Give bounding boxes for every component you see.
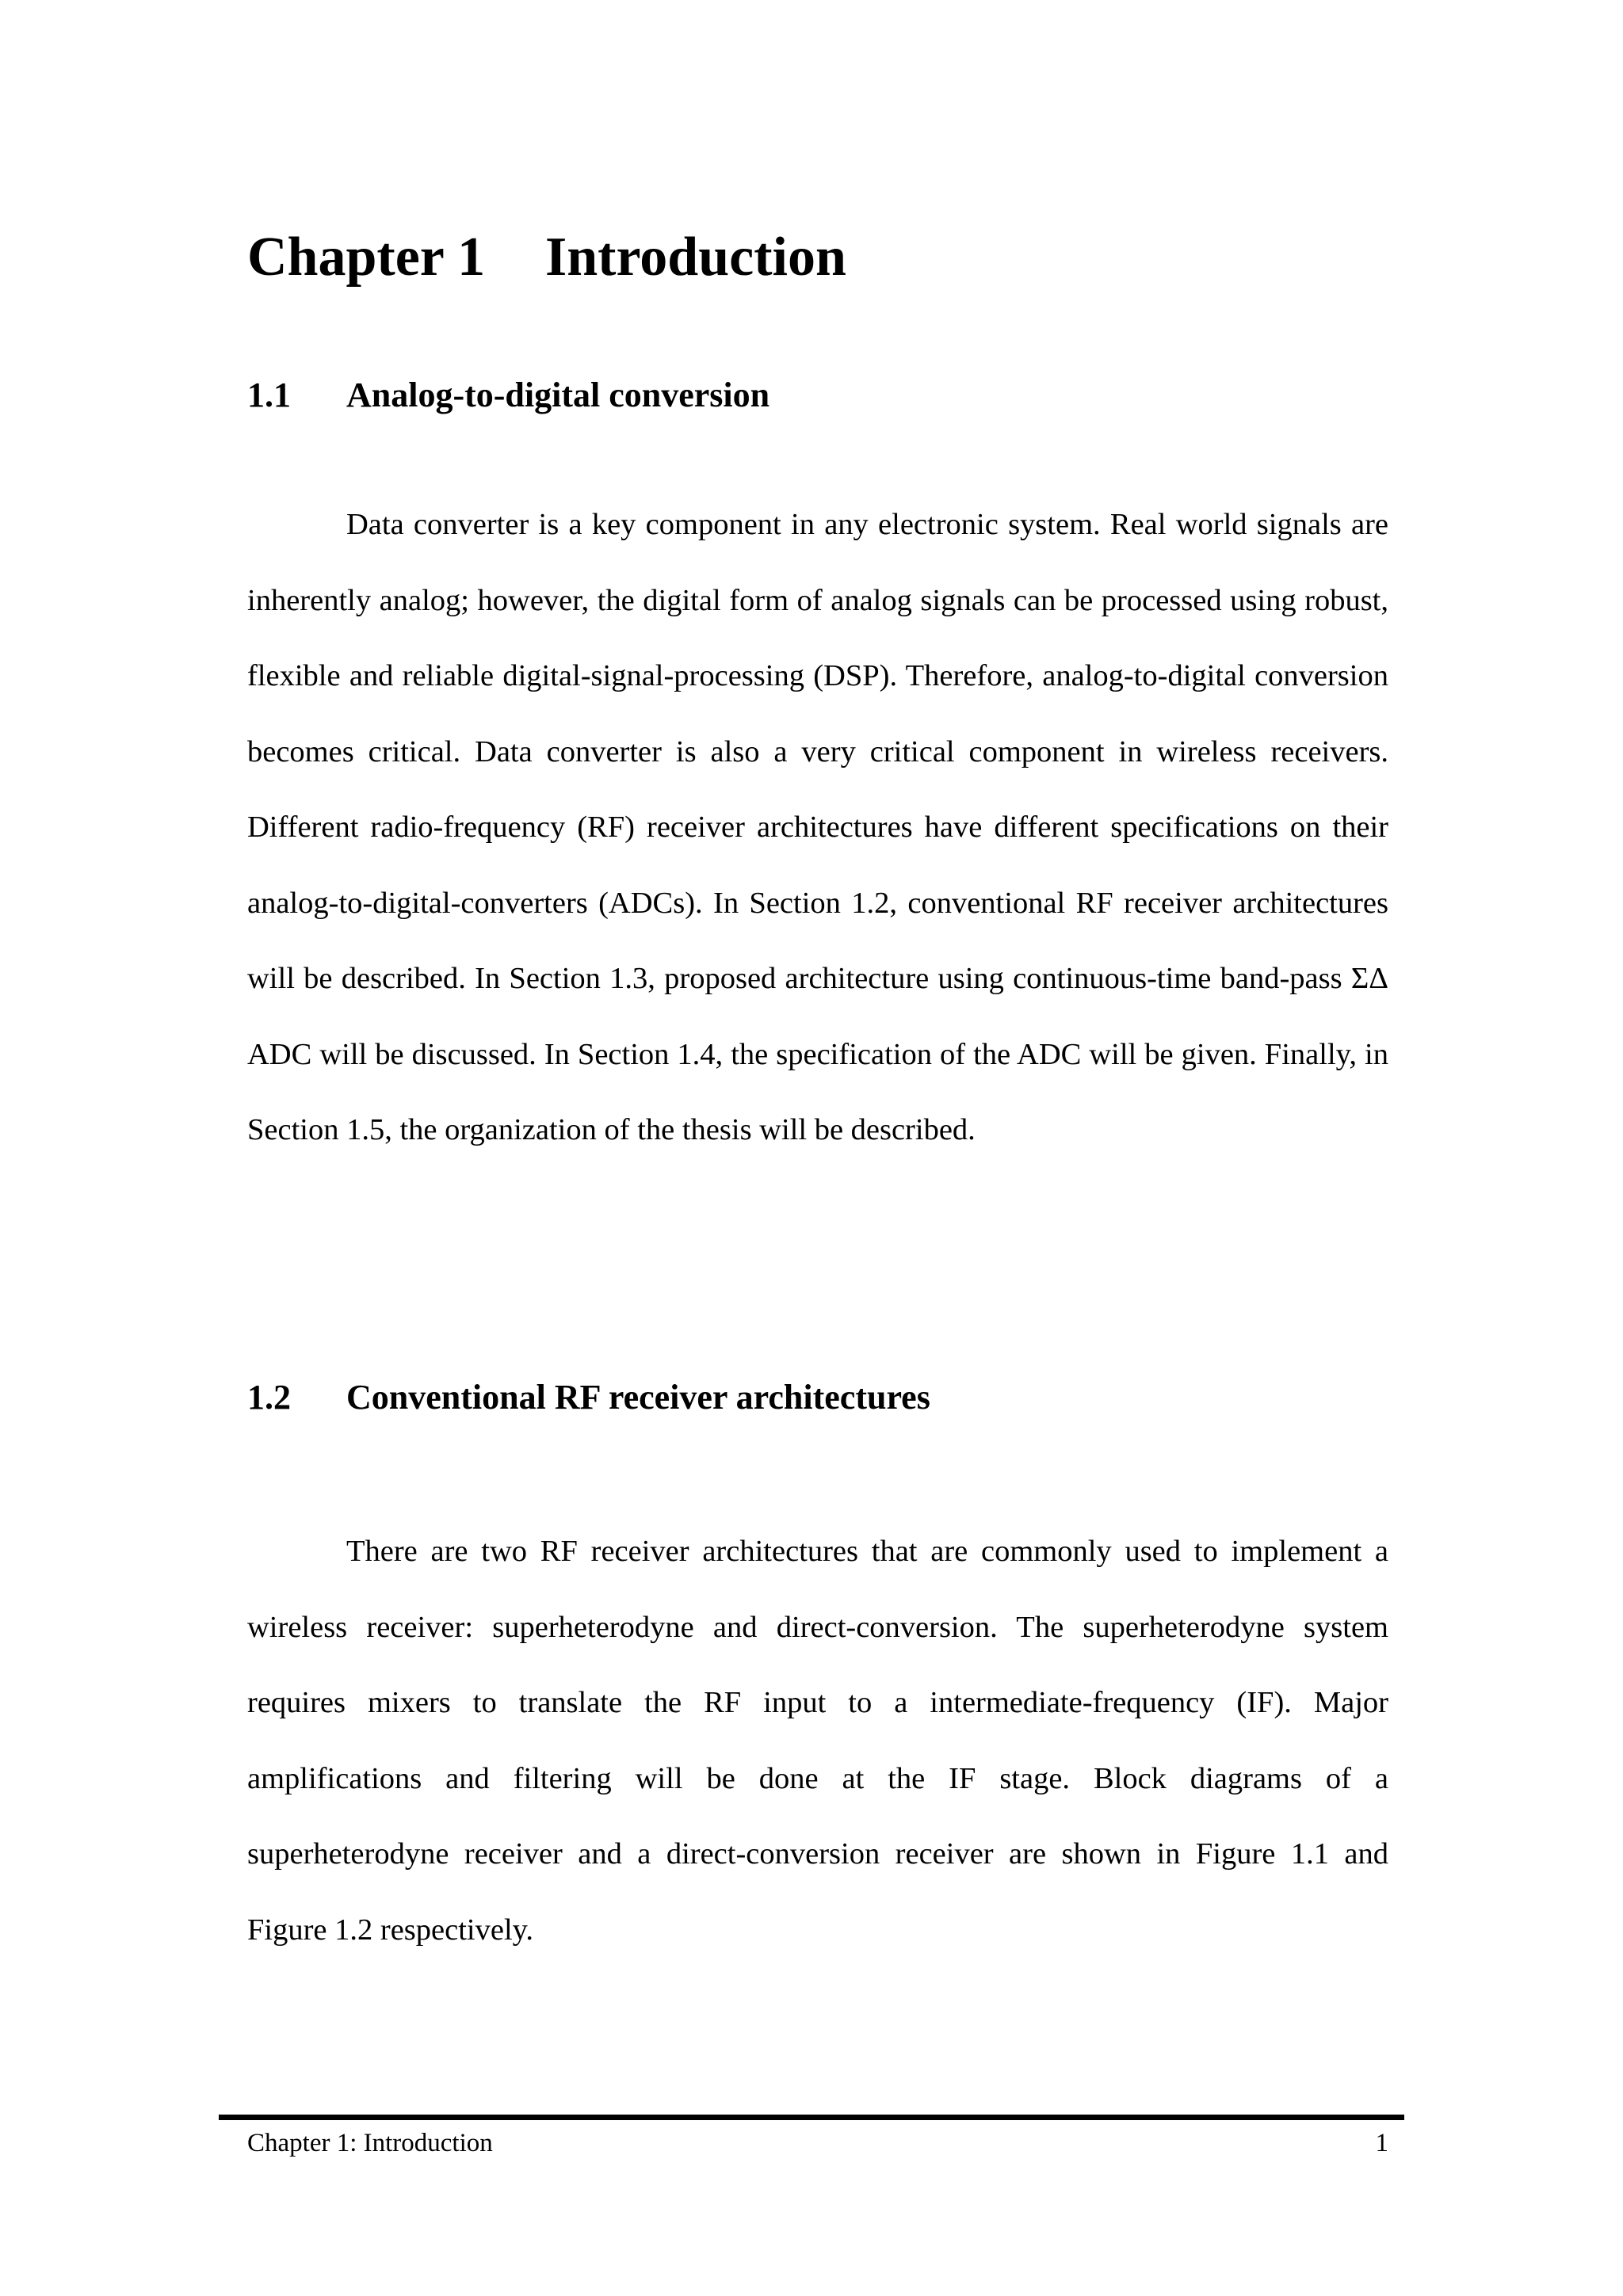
footer-running-title: Chapter 1: Introduction (247, 2129, 493, 2157)
section-heading-1-2 (247, 1380, 930, 1415)
footer-page-number: 1 (1375, 2129, 1388, 2157)
chapter-name: Introduction (545, 227, 846, 288)
chapter-number: Chapter 1 (247, 227, 486, 288)
section-title: Analog-to-digital conversion (346, 376, 770, 414)
chapter-title (247, 227, 846, 288)
section-title: Conventional RF receiver architectures (346, 1378, 930, 1417)
section-1-2-paragraph: There are two RF receiver architectures that are commonly used to implement a wireless receiver: superheterodyne and direct-conversion. The superheterodyne system requires mixers to translate the RF input to a intermediate-frequency (IF). Major amplifications and filtering will be done at the IF stage. Block diagrams of a superheterodyne receiver and a direct-conversion receiver are shown in Figure 1.1 and Figure 1.2 respectively. (247, 1535, 1388, 1947)
section-1-1-paragraph: Data converter is a key component in any electronic system. Real world signals are inherently analog; however, the digital form of analog signals can be processed using robust, flexible and reliable digital-signal-processing (DSP). Therefore, analog-to-digital conversion becomes critical. Data converter is also a very critical component in wireless receivers. Different radio-frequency (RF) receiver architectures have different specifications on their analog-to-digital-converters (ADCs). In Section 1.2, conventional RF receiver architectures will be described. In Section 1.3, proposed architecture using continuous-time band-pass ΣΔ ADC will be discussed. In Section 1.4, the specification of the ADC will be given. Finally, in Section 1.5, the organization of the thesis will be described. (247, 508, 1388, 1146)
footer-divider (219, 2115, 1404, 2120)
section-number: 1.2 (247, 1378, 291, 1417)
section-heading-1-1 (247, 378, 769, 413)
section-number: 1.1 (247, 376, 291, 414)
